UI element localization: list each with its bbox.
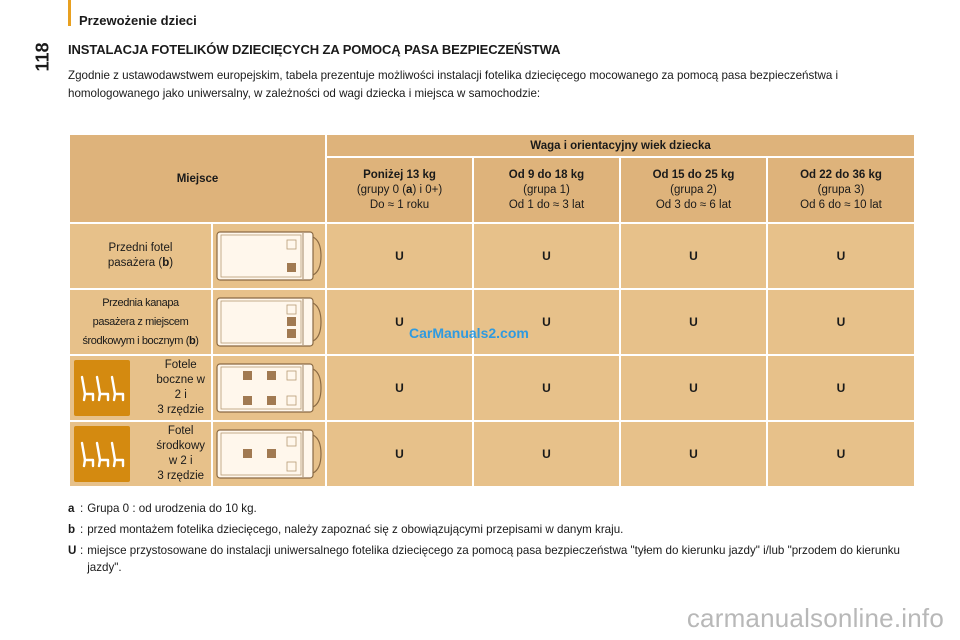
- value-cell: U: [767, 223, 915, 289]
- rear-seats-icon: [74, 426, 130, 482]
- value-cell: U: [326, 223, 473, 289]
- rear-seats-icon: [74, 360, 130, 416]
- table-row: [69, 355, 915, 421]
- table-row: [69, 421, 915, 487]
- footnote: U : miejsce przystosowane do instalacji uniwersalnego fotelika dziecięcego za pomocą pasa bezpieczeństwa "tyłem do kierunku jazdy" i/lub "przodem do kierunku jazdy".: [68, 544, 900, 574]
- value-cell: U: [473, 223, 620, 289]
- column-header: Poniżej 13 kg (grupy 0 (a) i 0+) Do ≈ 1 roku: [326, 157, 473, 223]
- table-row: [69, 223, 915, 289]
- watermark-text: CarManuals2.com: [409, 325, 529, 341]
- value-cell: U: [767, 289, 915, 355]
- footer-watermark: carmanualsonline.info: [686, 603, 944, 633]
- van-diagram-cell: [212, 355, 326, 421]
- place-cell: Fotele boczne w 2 i 3 rzędzie: [69, 355, 212, 421]
- weight-header: Waga i orientacyjny wiek dziecka: [326, 134, 915, 157]
- value-cell: U: [473, 355, 620, 421]
- van-seat-layout-icon: [215, 361, 323, 415]
- van-seat-layout-icon: [215, 427, 323, 481]
- intro-paragraph: Zgodnie z ustawodawstwem europejskim, tabela prezentuje możliwości instalacji fotelika dziecięcego mocowanego za pomocą pasa bezpieczeństwa i homologowanego jako uniwersalny, w zależności od wagi dziecka i miejsca w samochodzie:: [68, 69, 839, 100]
- van-diagram-cell: [212, 223, 326, 289]
- van-diagram-cell: [212, 421, 326, 487]
- place-header: Miejsce: [69, 134, 326, 223]
- column-header: Od 22 do 36 kg (grupa 3) Od 6 do ≈ 10 lat: [767, 157, 915, 223]
- place-cell: Przednia kanapa pasażera z miejscem środkowym i bocznym (b): [69, 289, 212, 355]
- place-cell: Przedni fotel pasażera (b): [69, 223, 212, 289]
- van-seat-layout-icon: [215, 229, 323, 283]
- table-row: [69, 289, 915, 355]
- value-cell: U: [326, 355, 473, 421]
- footnotes: [68, 500, 928, 580]
- place-cell: Fotel środkowy w 2 i 3 rzędzie: [69, 421, 212, 487]
- value-cell: U: [620, 223, 767, 289]
- footnote: a : Grupa 0 : od urodzenia do 10 kg.: [68, 502, 257, 515]
- child-seat-table: [68, 133, 916, 488]
- footnote: b : przed montażem fotelika dziecięcego, należy zapoznać się z obowiązującymi przepisami w danym kraju.: [68, 523, 624, 536]
- value-cell: U: [767, 355, 915, 421]
- van-seat-layout-icon: [215, 295, 323, 349]
- column-header: Od 9 do 18 kg (grupa 1) Od 1 do ≈ 3 lat: [473, 157, 620, 223]
- value-cell: U: [473, 289, 620, 355]
- value-cell: U: [326, 289, 473, 355]
- value-cell: U: [473, 421, 620, 487]
- column-header: Od 15 do 25 kg (grupa 2) Od 3 do ≈ 6 lat: [620, 157, 767, 223]
- value-cell: U: [326, 421, 473, 487]
- header-accent-bar: [68, 0, 71, 26]
- value-cell: U: [620, 355, 767, 421]
- van-diagram-cell: [212, 289, 326, 355]
- value-cell: U: [767, 421, 915, 487]
- section-title: Przewożenie dzieci: [79, 13, 197, 28]
- value-cell: U: [620, 289, 767, 355]
- value-cell: U: [620, 421, 767, 487]
- page-number: 118: [32, 42, 53, 72]
- page-title: INSTALACJA FOTELIKÓW DZIECIĘCYCH ZA POMOCĄ PASA BEZPIECZEŃSTWA: [68, 42, 561, 57]
